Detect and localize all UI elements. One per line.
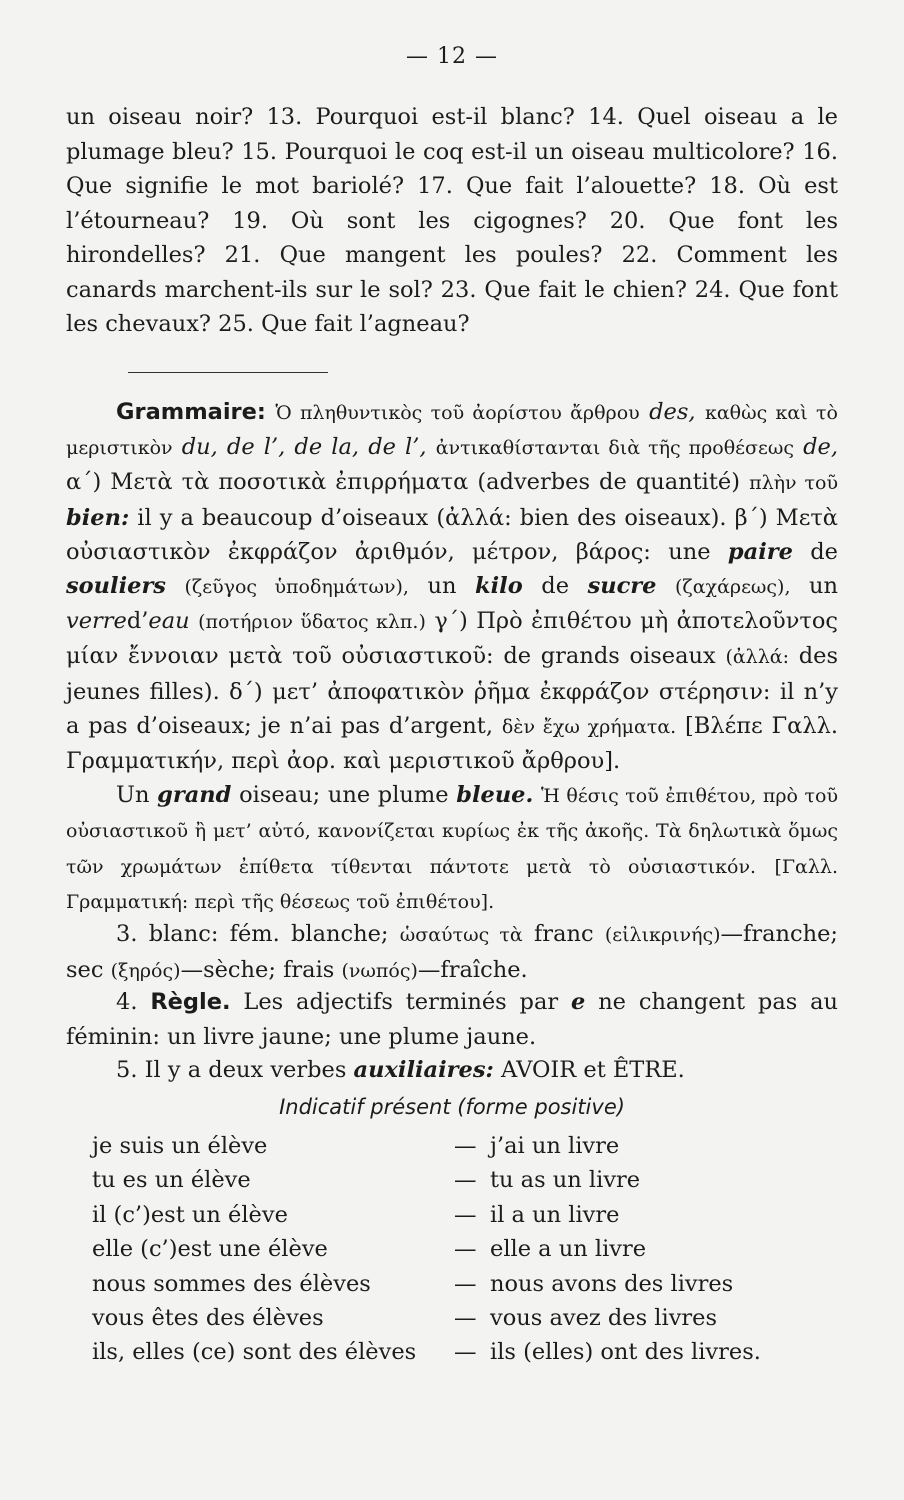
grammar-section	[66, 395, 838, 919]
french-text: —fraîche.	[417, 956, 528, 983]
greek-text: (νωπός)	[341, 959, 418, 982]
etre-form: vous êtes des élèves	[92, 1304, 324, 1331]
exercise-questions: un oiseau noir? 13. Pourquoi est-il blanc? 14. Quel oiseau a le plumage bleu? 15. Pourquoi le coq est-il un oiseau multicolore? 16. Que signifie le mot bariolé? 17. Que fait l’alouette? 18. Où est l’étourneau? 19. Où sont les cigognes? 20. Que font les hirondelles? 21. Que mangent les poules? 22. Comment les canards marchent-ils sur le sol? 23. Que fait le chien? 24. Que font les chevaux? 25. Que fait l’agneau?	[66, 104, 838, 337]
etre-form: tu es un élève	[92, 1167, 251, 1194]
avoir-form: nous avons des livres	[490, 1270, 734, 1297]
greek-text: πλὴν τοῦ	[749, 472, 838, 495]
paragraph-4	[66, 985, 838, 1054]
paragraph-5	[66, 1053, 838, 1088]
rule-heading: Règle.	[150, 989, 231, 1015]
rule-alpha: α΄) Μετὰ τὰ ποσοτικὰ ἐπιρρήματα	[66, 469, 469, 496]
rule-delta: δ΄) μετ’ ἀποφατικὸν ῥῆμα ἐκφράζον στέρησιν:	[229, 678, 771, 705]
french-text: de	[541, 573, 570, 600]
greek-text: (ξηρός)	[110, 959, 181, 982]
rule-beta: β΄) Μετὰ οὐσιαστικὸν ἐκφράζον ἀριθμόν, μέτρον, βάρος:	[66, 504, 838, 565]
conjugation-row	[92, 1167, 852, 1201]
french-text: ne changent pas au féminin: un livre jaune; une plume jaune.	[66, 989, 839, 1050]
etre-form: je suis un élève	[92, 1133, 268, 1159]
greek-text: δὲν ἔχω χρήματα.	[501, 715, 677, 738]
french-text: —sèche; frais	[180, 956, 335, 983]
conjugation-row	[92, 1305, 852, 1339]
dash: —	[454, 1133, 477, 1159]
french-text: 5. Il y a deux verbes	[116, 1057, 347, 1083]
french-term: paire	[727, 538, 793, 565]
french-term: sucre	[587, 573, 657, 600]
french-text: de	[810, 538, 838, 565]
french-term: eau	[148, 608, 190, 635]
dash: —	[454, 1304, 477, 1331]
french-term: auxiliaires:	[353, 1057, 494, 1083]
avoir-form: j’ai un livre	[490, 1133, 620, 1159]
greek-text: ὡσαύτως τὰ	[399, 924, 523, 946]
french-term: bien:	[66, 504, 130, 531]
french-term: souliers	[66, 573, 166, 600]
etre-form: elle (c’)est une élève	[92, 1236, 328, 1263]
greek-text: Ἡ θέσις τοῦ ἐπιθέτου, πρὸ τοῦ οὐσιαστικοῦ ἢ μετ’ αὐτό, κανονίζεται κυρίως ἐκ τῆς ἀκοῆς. Τὰ δηλωτικὰ ὅμως τῶν χρωμάτων ἐπίθετα τίθενται πάντοτε μετὰ τὸ οὐσιαστικόν.	[66, 785, 839, 878]
greek-text: (ζεῦγος ὑποδημάτων),	[184, 576, 409, 599]
greek-text: ἀντικαθίστανται διὰ τῆς προθέσεως	[435, 437, 794, 460]
greek-text: (ποτήριον ὕδατος κλπ.)	[198, 611, 426, 634]
etre-form: il (c’)est un élève	[92, 1201, 288, 1228]
french-text: il n’y a pas d’oiseaux; je n’ai pas d’argent,	[66, 678, 839, 739]
greek-text: καθὼς καὶ τὸ μεριστικὸν	[66, 402, 838, 460]
french-text: (ἀλλά: bien des oiseaux).	[436, 504, 727, 531]
avoir-form: vous avez des livres	[490, 1304, 718, 1331]
french-text: d’	[126, 608, 149, 635]
paragraph-number: 4.	[116, 989, 138, 1015]
dash: —	[454, 1167, 477, 1194]
reference-note: [Γαλλ. Γραμματική: περὶ τῆς θέσεως τοῦ ἐπιθέτου].	[66, 855, 838, 913]
conjugation-row	[92, 1236, 852, 1270]
french-term: du, de l’, de la, de l’,	[181, 434, 427, 461]
french-text: —franche; sec	[66, 921, 838, 983]
french-text: 3. blanc: fém. blanche;	[116, 921, 389, 947]
conjugation-row	[92, 1133, 852, 1167]
french-text: oiseau; une plume	[239, 782, 449, 809]
french-text: un	[427, 573, 457, 600]
etre-form: nous sommes des élèves	[92, 1270, 371, 1297]
etre-form: ils, elles (ce) sont des élèves	[92, 1339, 417, 1366]
conjugation-row	[92, 1339, 852, 1373]
reference-note: [Βλέπε Γαλλ. Γραμματικήν, περὶ ἀορ. καὶ μεριστικοῦ ἄρθρου].	[66, 712, 838, 775]
greek-text: (ζαχάρεως),	[675, 576, 791, 599]
conjugation-table	[92, 1133, 852, 1374]
french-text: des jeunes filles).	[66, 643, 838, 705]
grammar-heading: Grammaire:	[116, 399, 266, 425]
french-text: une	[668, 538, 711, 565]
dash: —	[454, 1339, 477, 1366]
french-text: Les adjectifs terminés par	[243, 989, 559, 1015]
dash: —	[454, 1270, 477, 1297]
avoir-form: elle a un livre	[490, 1236, 647, 1263]
greek-text: (ἀλλά:	[725, 646, 789, 669]
french-text: il y a beaucoup d’oiseaux	[137, 504, 429, 531]
french-text: de grands oiseaux	[503, 643, 716, 670]
conjugation-row	[92, 1202, 852, 1236]
french-term: kilo	[475, 573, 523, 600]
avoir-form: tu as un livre	[490, 1167, 641, 1194]
french-term: des,	[649, 399, 696, 425]
french-text: un	[809, 573, 839, 600]
dash: —	[454, 1201, 477, 1228]
french-text: Un	[116, 782, 150, 809]
french-term: bleue.	[456, 782, 534, 809]
french-term: verre	[66, 608, 127, 635]
french-term: grand	[157, 782, 232, 809]
avoir-form: il a un livre	[490, 1201, 620, 1228]
conjugation-title: Indicatif présent (forme positive)	[279, 1095, 625, 1119]
french-text: AVOIR et ÊTRE.	[500, 1057, 685, 1083]
page-number: — 12 —	[406, 44, 498, 69]
greek-text: Ὁ πληθυντικὸς τοῦ ἀορίστου ἄρθρου	[275, 402, 640, 424]
french-text: franc	[533, 921, 594, 947]
section-divider	[128, 372, 328, 373]
french-term: de,	[803, 434, 838, 461]
dash: —	[454, 1236, 477, 1263]
french-text: (adverbes de quantité)	[477, 469, 741, 496]
avoir-form: ils (elles) ont des livres.	[490, 1339, 761, 1366]
paragraph-3	[66, 917, 838, 988]
greek-text: (εἰλικρινής)	[604, 924, 721, 946]
rule-gamma: γ΄) Πρὸ ἐπιθέτου μὴ ἀποτελοῦντος μίαν ἔννοιαν μετὰ τοῦ οὐσιαστικοῦ:	[66, 608, 839, 670]
conjugation-row	[92, 1271, 852, 1305]
french-term: e	[571, 989, 586, 1015]
